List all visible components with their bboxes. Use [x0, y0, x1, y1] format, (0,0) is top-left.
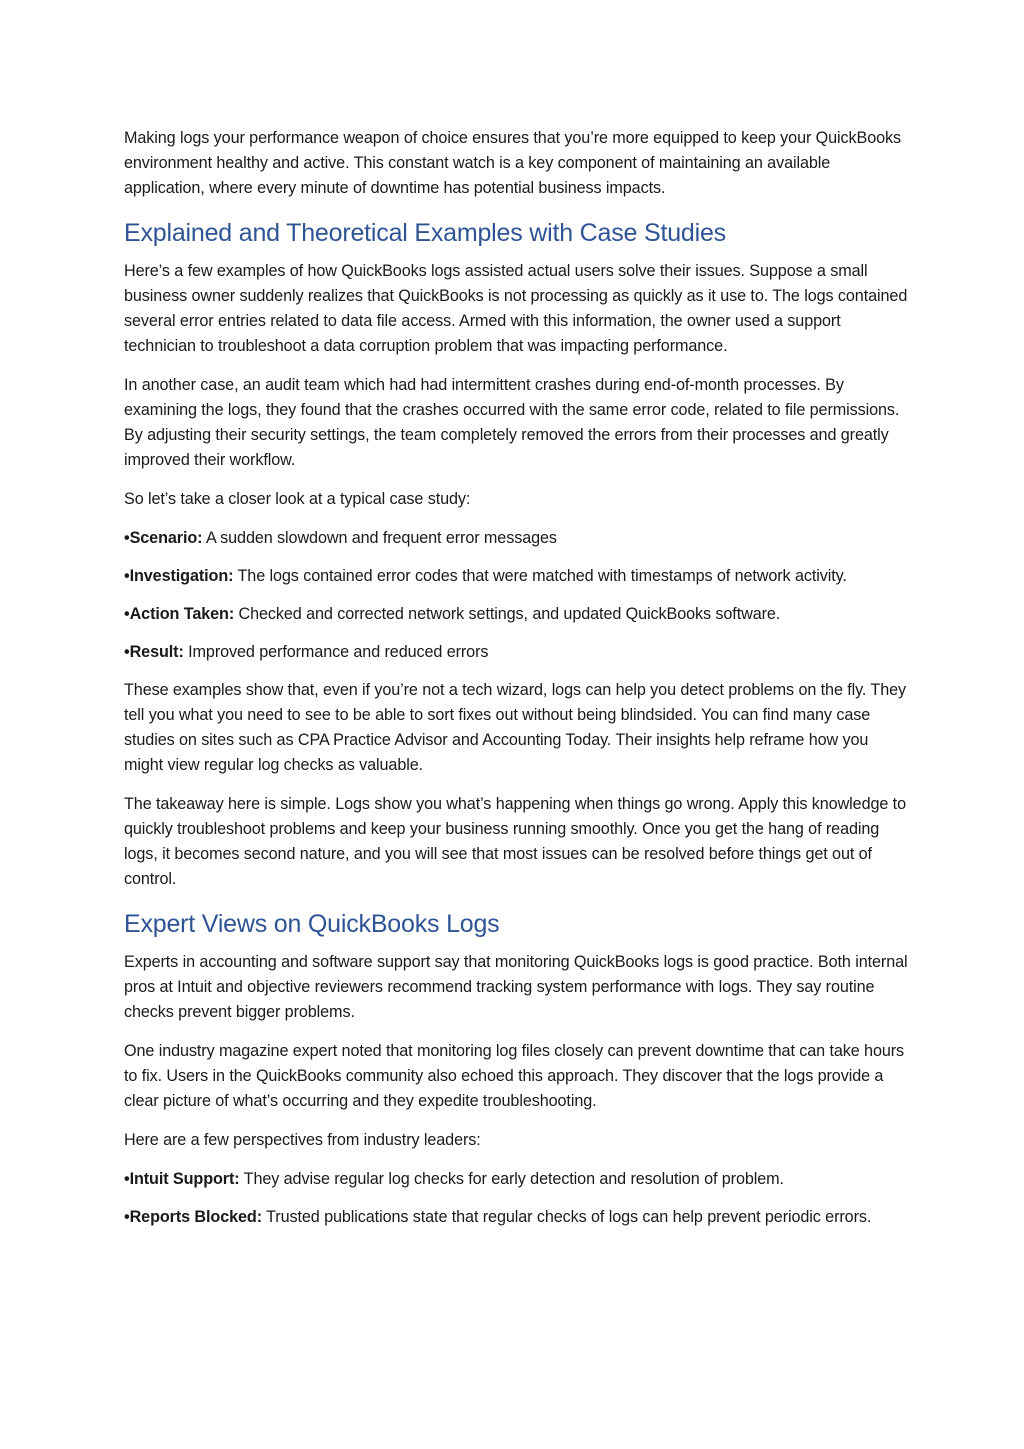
- bullet-item-scenario: [124, 526, 910, 551]
- bullet-item-investigation: [124, 564, 910, 589]
- bullet-label: Reports Blocked:: [129, 1208, 262, 1226]
- intro-paragraph: Making logs your performance weapon of choice ensures that you’re more equipped to keep your QuickBooks environment healthy and active. This constant watch is a key component of maintaining an available application, where every minute of downtime has potential business impacts.: [124, 129, 902, 197]
- bullet-text: They advise regular log checks for early detection and resolution of problem.: [239, 1170, 784, 1188]
- paragraph-audit-team: In another case, an audit team which had had intermittent crashes during end-of-month processes. By examining the logs, they found that the crashes occurred with the same error code, related to file permissions. By adjusting their security settings, the team completely removed the errors from their processes and greatly improved their workflow.: [124, 376, 900, 469]
- bullet-icon: •: [124, 529, 130, 547]
- bullet-icon: •: [124, 1208, 130, 1226]
- bullet-item-intuit-support: [124, 1167, 910, 1192]
- bullet-text: The logs contained error codes that were matched with timestamps of network activity.: [233, 567, 847, 585]
- paragraph-industry-magazine: One industry magazine expert noted that monitoring log files closely can prevent downtime that can take hours to fix. Users in the QuickBooks community also echoed this approach. They discover that the logs provide a clear picture of what’s occurring and they expedite troubleshooting.: [124, 1042, 905, 1110]
- paragraph-case-study-intro: So let’s take a closer look at a typical case study:: [124, 490, 471, 508]
- bullet-icon: •: [124, 1170, 130, 1188]
- bullet-text: A sudden slowdown and frequent error messages: [202, 529, 557, 547]
- bullet-item-action-taken: [124, 602, 910, 627]
- bullet-icon: •: [124, 605, 130, 623]
- bullet-label: Scenario:: [129, 529, 203, 547]
- bullet-icon: •: [124, 567, 130, 585]
- bullet-item-reports-blocked: [124, 1205, 910, 1230]
- paragraph-perspectives-intro: Here are a few perspectives from industry leaders:: [124, 1131, 481, 1149]
- bullet-text: Trusted publications state that regular checks of logs can help prevent periodic errors.: [262, 1208, 872, 1226]
- section-heading-case-studies: Explained and Theoretical Examples with Case Studies: [124, 219, 726, 247]
- document-page: [124, 126, 910, 1243]
- bullet-icon: •: [124, 643, 130, 661]
- bullet-label: Result:: [129, 643, 184, 661]
- bullet-text: Checked and corrected network settings, and updated QuickBooks software.: [234, 605, 781, 623]
- paragraph-experts: Experts in accounting and software support say that monitoring QuickBooks logs is good practice. Both internal pros at Intuit and objective reviewers recommend tracking system performance with logs. They say routine checks prevent bigger problems.: [124, 953, 908, 1021]
- bullet-item-result: [124, 640, 910, 665]
- bullet-label: Investigation:: [129, 567, 234, 585]
- paragraph-examples: Here’s a few examples of how QuickBooks logs assisted actual users solve their issues. Suppose a small business owner suddenly realizes that QuickBooks is not processing as quickly as it use to. The logs contained several error entries related to data file access. Armed with this information, the owner used a support technician to troubleshoot a data corruption problem that was impacting performance.: [124, 262, 908, 355]
- paragraph-takeaway: The takeaway here is simple. Logs show you what’s happening when things go wrong. Apply this knowledge to quickly troubleshoot problems and keep your business running smoothly. Once you get the hang of reading logs, it becomes second nature, and you will see that most issues can be resolved before things get out of control.: [124, 795, 906, 888]
- paragraph-examples-summary: These examples show that, even if you’re not a tech wizard, logs can help you detect problems on the fly. They tell you what you need to see to be able to sort fixes out without being blindsided. You can find many case studies on sites such as CPA Practice Advisor and Accounting Today. Their insights help reframe how you might view regular log checks as valuable.: [124, 681, 907, 774]
- bullet-label: Intuit Support:: [129, 1170, 240, 1188]
- section-heading-expert-views: Expert Views on QuickBooks Logs: [124, 910, 500, 938]
- bullet-text: Improved performance and reduced errors: [183, 643, 489, 661]
- bullet-label: Action Taken:: [129, 605, 235, 623]
